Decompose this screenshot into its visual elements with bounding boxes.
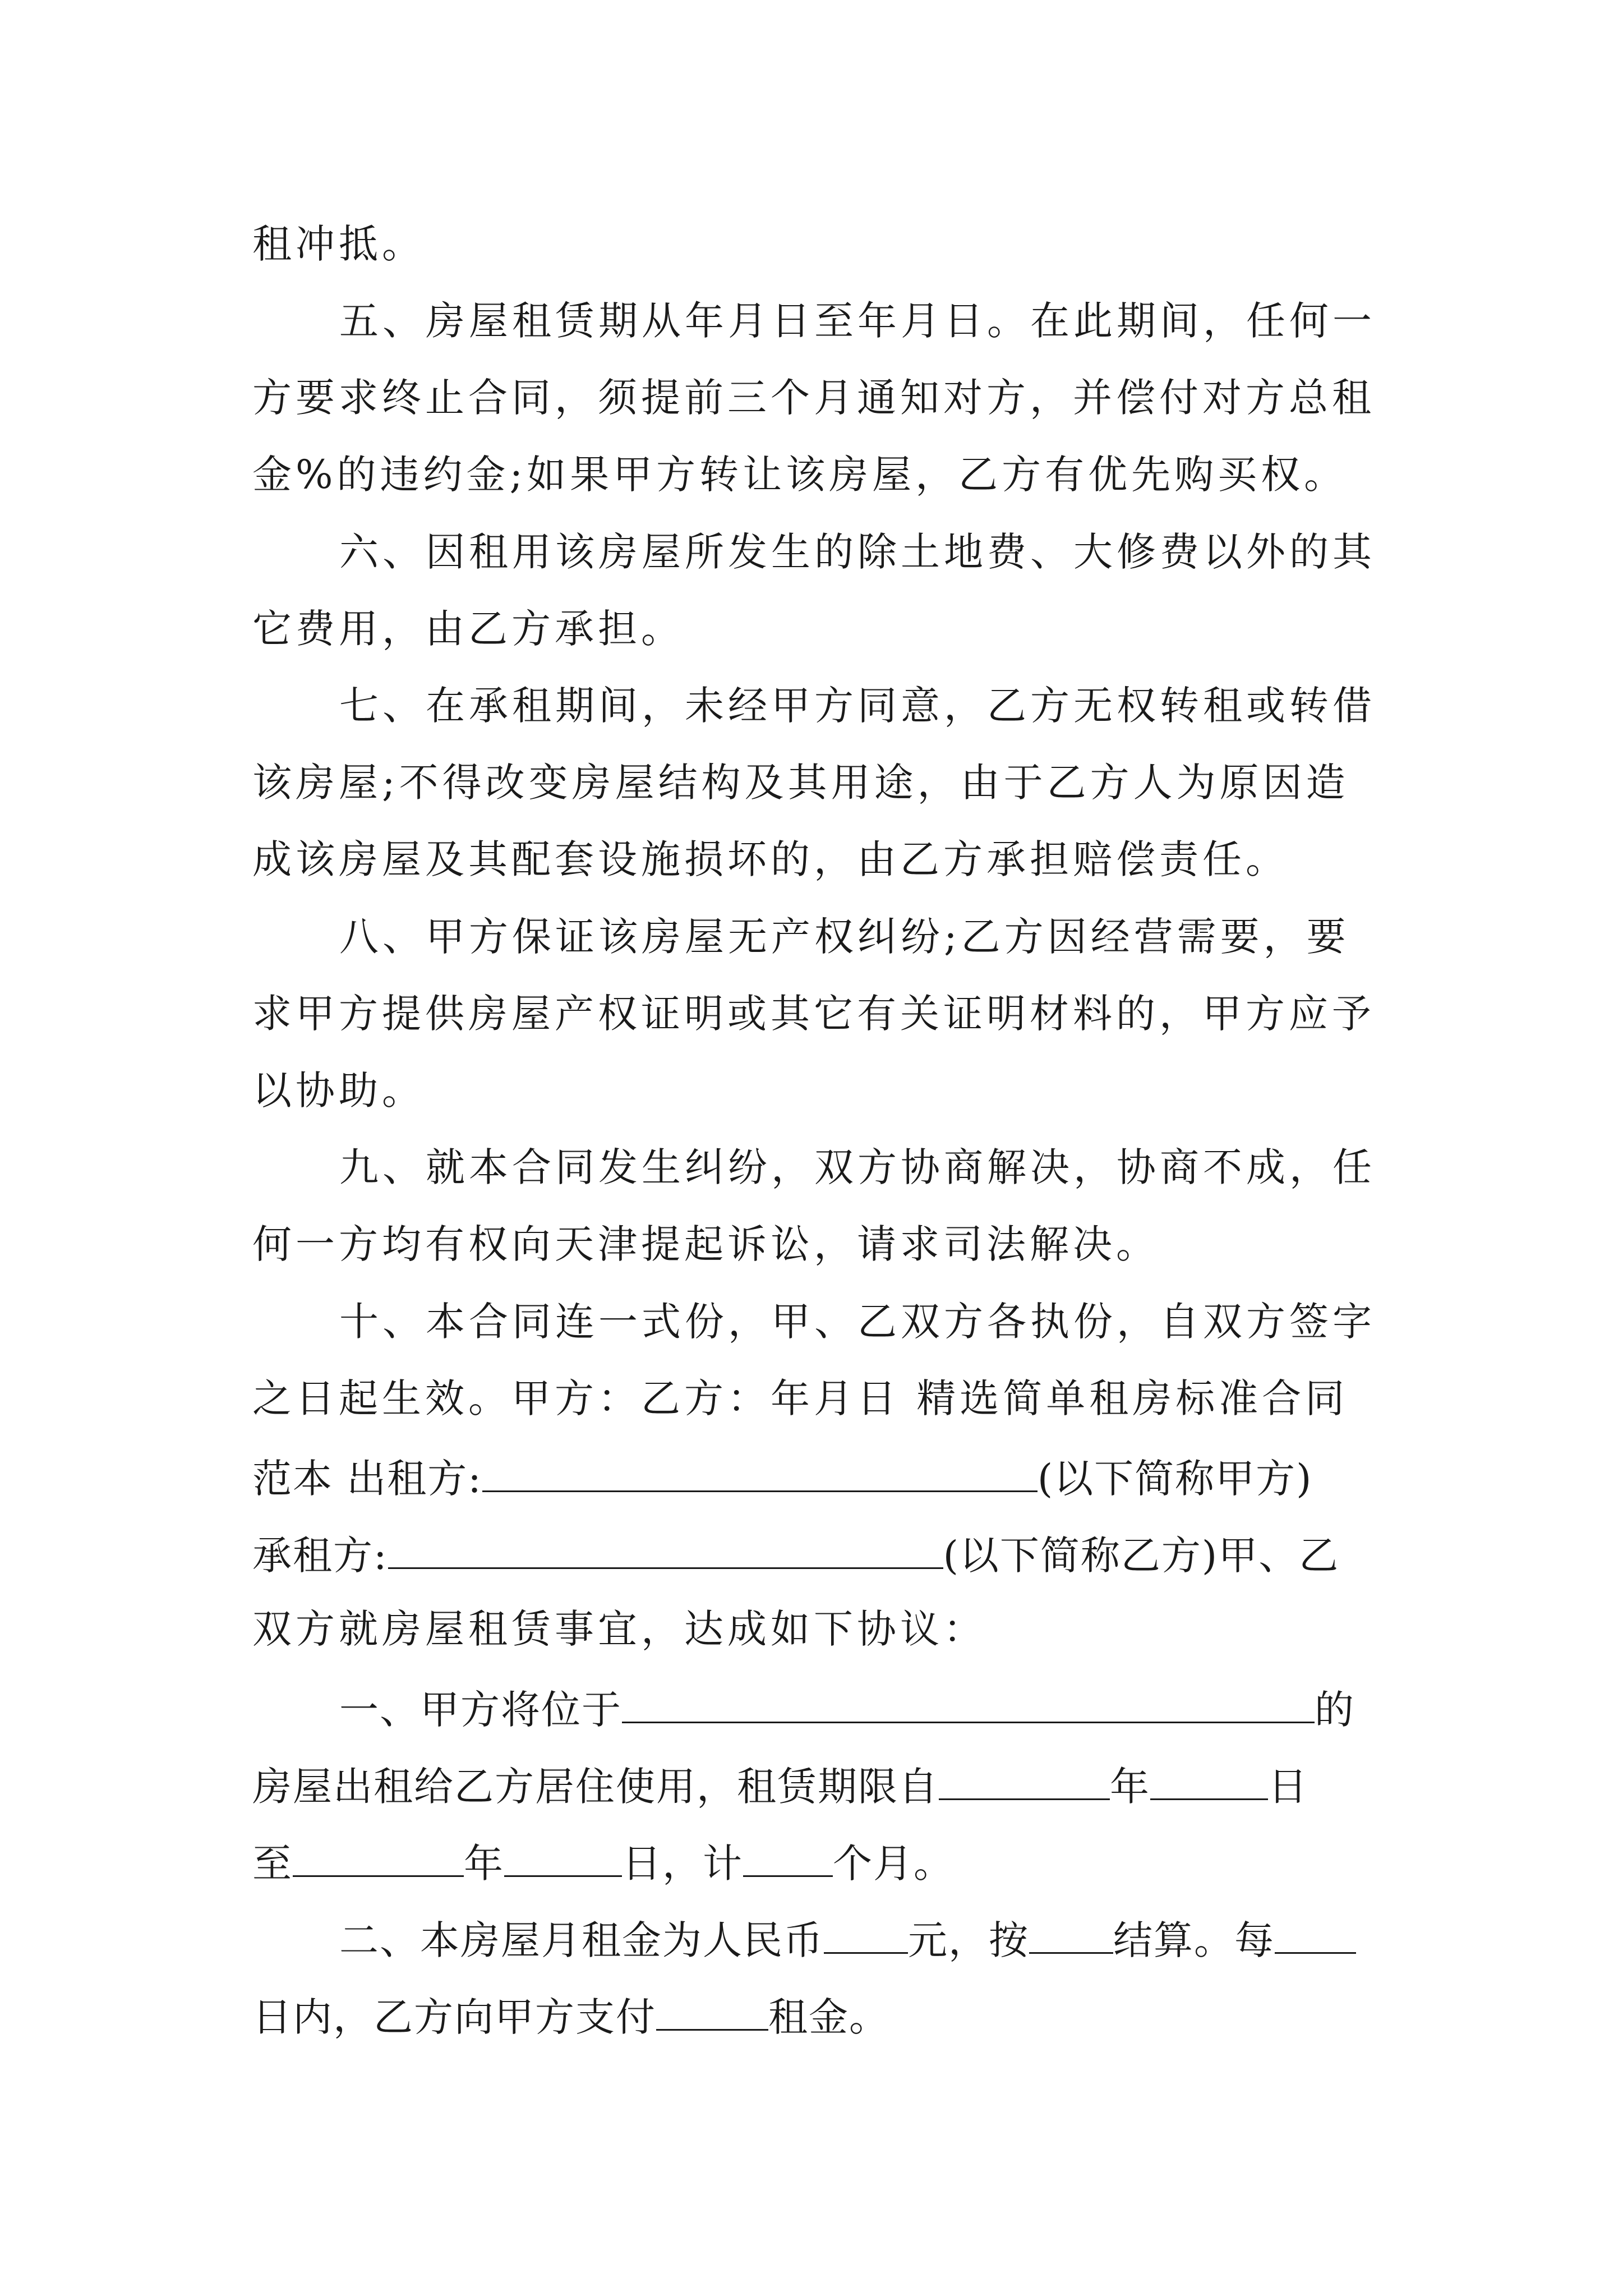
clause-8-line-1: 八、甲方保证该房屋无产权纠纷;乙方因经营需要，要	[339, 914, 1350, 960]
clause-2-line-2	[252, 1994, 889, 2040]
lease-term-label: 房屋出租给乙方居住使用，租赁期限自	[252, 1764, 939, 1810]
clause-6-line-2: 它费用，由乙方承担。	[252, 606, 684, 652]
end-year-blank[interactable]	[293, 1841, 464, 1877]
clause-1-suffix: 的	[1315, 1687, 1355, 1733]
lessee-suffix: (以下简称乙方)甲、乙	[943, 1533, 1340, 1579]
lessor-label: 范本 出租方:	[252, 1456, 482, 1502]
day-count-label: 日，计	[622, 1841, 743, 1887]
clause-1-prefix: 一、甲方将位于	[339, 1687, 622, 1733]
clause-9-line-1: 九、就本合同发生纠纷，双方协商解决，协商不成，任	[339, 1144, 1376, 1190]
clause-2-line-2-prefix: 日内，乙方向甲方支付	[252, 1994, 656, 2040]
payment-cycle-blank[interactable]	[1275, 1917, 1356, 1954]
clause-2-prefix: 二、本房屋月租金为人民币	[339, 1917, 824, 1963]
property-address-blank[interactable]	[622, 1687, 1315, 1723]
day-label: 日	[1268, 1764, 1308, 1810]
yuan-label: 元，按	[908, 1917, 1029, 1963]
lessor-line	[252, 1456, 1313, 1502]
start-day-blank[interactable]	[1150, 1764, 1268, 1800]
to-label: 至	[252, 1841, 293, 1887]
lessor-suffix: (以下简称甲方)	[1037, 1456, 1313, 1502]
end-day-blank[interactable]	[504, 1841, 622, 1877]
rent-amount-blank[interactable]	[656, 1994, 768, 2031]
settlement-period-blank[interactable]	[1029, 1917, 1113, 1954]
clause-10-line-1: 十、本合同连一式份，甲、乙双方各执份，自双方签字	[339, 1299, 1376, 1345]
clause-8-line-3: 以协助。	[252, 1068, 425, 1114]
text-line: 租冲抵。	[252, 221, 425, 267]
rent-label: 租金。	[768, 1994, 889, 2040]
clause-1-line-2	[252, 1764, 1308, 1810]
lessee-name-blank[interactable]	[388, 1533, 943, 1569]
clause-6-line-1: 六、因租用该房屋所发生的除土地费、大修费以外的其	[339, 529, 1376, 575]
year-label: 年	[464, 1841, 504, 1887]
months-label: 个月。	[833, 1841, 954, 1887]
clause-1-line-1	[339, 1687, 1355, 1733]
clause-5-line-3: 金%的违约金;如果甲方转让该房屋，乙方有优先购买权。	[252, 452, 1348, 498]
clause-7-line-1: 七、在承租期间，未经甲方同意，乙方无权转租或转借	[339, 683, 1376, 729]
clause-5-line-1: 五、房屋租赁期从年月日至年月日。在此期间，任何一	[339, 298, 1376, 344]
clause-8-line-2: 求甲方提供房屋产权证明或其它有关证明材料的，甲方应予	[252, 991, 1375, 1037]
clause-5-line-2: 方要求终止合同，须提前三个月通知对方，并偿付对方总租	[252, 375, 1375, 421]
clause-1-line-3	[252, 1841, 954, 1887]
monthly-rent-blank[interactable]	[824, 1917, 908, 1954]
start-year-blank[interactable]	[939, 1764, 1110, 1800]
months-count-blank[interactable]	[743, 1841, 833, 1877]
settle-label: 结算。每	[1113, 1917, 1275, 1963]
agreement-line: 双方就房屋租赁事宜，达成如下协议：	[252, 1606, 986, 1652]
clause-2-line-1	[339, 1917, 1356, 1963]
lessee-line	[252, 1533, 1340, 1579]
lessor-name-blank[interactable]	[482, 1456, 1038, 1492]
clause-7-line-2: 该房屋;不得改变房屋结构及其用途，由于乙方人为原因造	[252, 760, 1349, 806]
lessee-label: 承租方:	[252, 1533, 388, 1579]
clause-9-line-2: 何一方均有权向天津提起诉讼，请求司法解决。	[252, 1221, 1159, 1267]
clause-7-line-3: 成该房屋及其配套设施损坏的，由乙方承担赔偿责任。	[252, 836, 1289, 882]
year-label: 年	[1110, 1764, 1150, 1810]
clause-10-line-2: 之日起生效。甲方：乙方：年月日 精选简单租房标准合同	[252, 1375, 1349, 1421]
